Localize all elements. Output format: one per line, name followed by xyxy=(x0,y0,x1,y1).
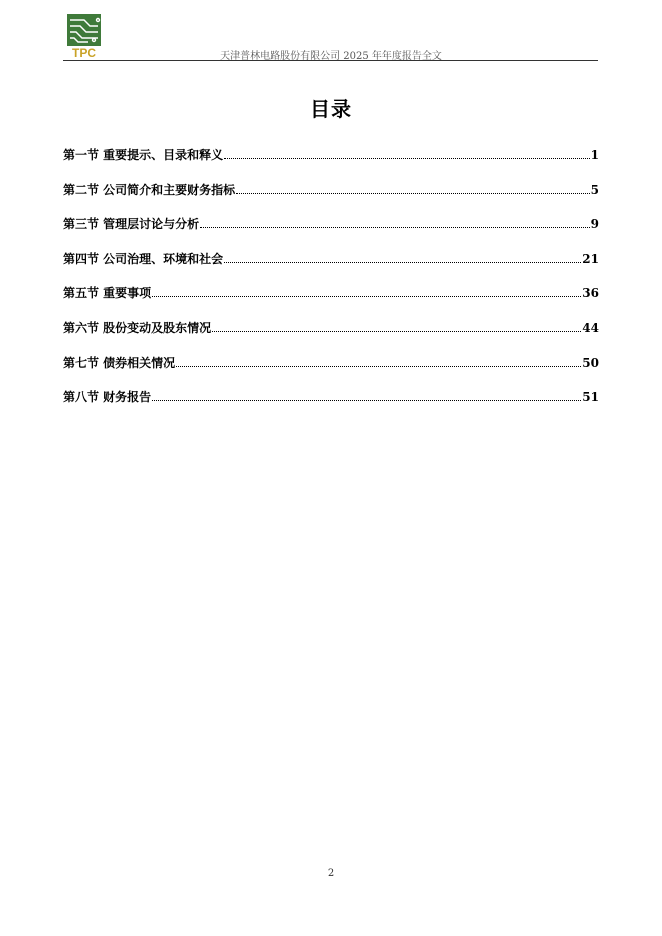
toc-entry-page: 9 xyxy=(590,217,599,232)
toc-entry-page: 51 xyxy=(582,390,599,405)
toc-leader-dots xyxy=(176,357,581,367)
toc-entry[interactable] xyxy=(63,181,599,216)
toc-leader-dots xyxy=(200,218,589,228)
toc-entry[interactable] xyxy=(63,284,599,319)
toc-leader-dots xyxy=(212,322,581,332)
toc-entry-page: 5 xyxy=(590,182,599,197)
toc-entry-label: 第七节 债券相关情况 xyxy=(63,355,176,370)
toc-entry-label: 第四节 公司治理、环境和社会 xyxy=(63,251,224,266)
toc-entry-page: 36 xyxy=(582,286,599,301)
toc-leader-dots xyxy=(152,391,581,401)
toc-entry[interactable] xyxy=(63,215,599,250)
logo-lettering: TPC xyxy=(72,46,96,60)
toc-entry-page: 1 xyxy=(590,148,599,162)
toc-entry[interactable] xyxy=(63,319,599,354)
toc-leader-dots xyxy=(152,287,581,297)
header-divider xyxy=(63,60,598,61)
toc-entry-page: 44 xyxy=(582,320,599,335)
toc-entry-label: 第六节 股份变动及股东情况 xyxy=(63,320,212,335)
toc-entry-label: 第一节 重要提示、目录和释义 xyxy=(63,148,224,162)
toc-leader-dots xyxy=(224,149,589,159)
toc-entry-label: 第八节 财务报告 xyxy=(63,390,152,405)
toc-leader-dots xyxy=(236,184,589,194)
toc-entry-label: 第五节 重要事项 xyxy=(63,286,152,301)
toc-entry[interactable] xyxy=(63,146,599,181)
toc-entry-label: 第三节 管理层讨论与分析 xyxy=(63,217,200,232)
header-title: 天津普林电路股份有限公司 2025 年年度报告全文 xyxy=(220,51,442,62)
toc-entry[interactable] xyxy=(63,354,599,389)
toc-leader-dots xyxy=(224,253,581,263)
toc-entry[interactable] xyxy=(63,388,599,423)
table-of-contents xyxy=(63,146,599,423)
toc-entry[interactable] xyxy=(63,250,599,285)
page-number: 2 xyxy=(327,868,335,879)
toc-entry-label: 第二节 公司简介和主要财务指标 xyxy=(63,182,236,197)
toc-entry-page: 50 xyxy=(582,355,599,370)
toc-title: 目录 xyxy=(310,97,352,121)
toc-entry-page: 21 xyxy=(582,251,599,266)
